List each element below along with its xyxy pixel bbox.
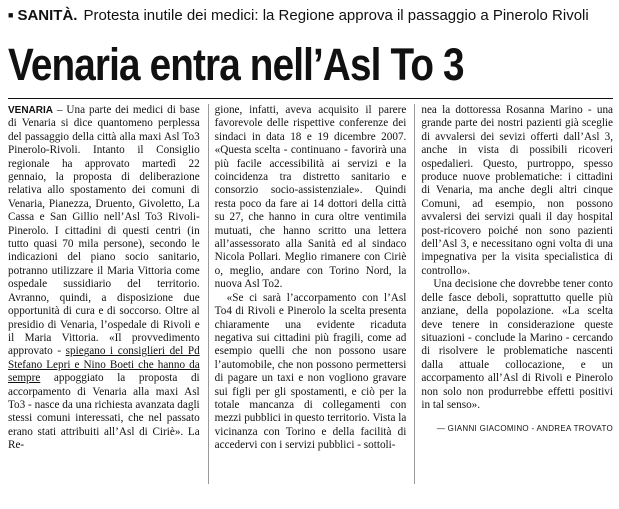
kicker-line bbox=[8, 6, 613, 25]
column-2 bbox=[208, 104, 407, 484]
column-3-paragraph-1: nea la dottoressa Rosanna Marino - una grande parte dei nostri pazienti già sceglie di avvalersi dei sevizi offerti dall’Asl 3, anche in vista di possibili ricoveri ospedalieri. Questo, purtroppo, spesso produce nuove problematiche: i cittadini di Venaria, ma anche degli altri cinque Comuni, ad esempio, non possono avvalersi dei servizi quali il day hospital post-ricovero poiché non sono pazienti dell’Asl 3, e necessitano ogni volta di una impegnativa per la visita specialistica di controllo». bbox=[421, 104, 614, 277]
section-label: SANITÀ. bbox=[17, 7, 78, 24]
kicker-text: Protesta inutile dei medici: la Regione approva il passaggio a Pinerolo Rivoli bbox=[83, 7, 589, 24]
article-body bbox=[8, 104, 613, 484]
column-3 bbox=[414, 104, 613, 484]
square-bullet-icon: ■ bbox=[8, 10, 14, 20]
headline: Venaria entra nell’Asl To 3 bbox=[8, 39, 464, 90]
column-1 bbox=[8, 104, 200, 484]
column-3-paragraph-2: Una decisione che dovrebbe tener conto delle fasce deboli, soprattutto quelle più anziane, della popolazione. «La scelta deve tenere in considerazione queste situazioni - conclude la Marino - cercando di risolvere le problematiche nascenti dalla attuale collocazione, e un accorpamento all’Asl di Rivoli e Pinerolo non solo non produrrebbe effetti positivi in tal senso». bbox=[421, 278, 614, 411]
column-1-text-end: appoggiato la proposta di accorpamento di Venaria alla maxi Asl To3 - nasce da una richiesta avanzata dagli stessi comuni interessati, che nel passato erano stati attribuiti all’Asl di Ciriè». La Re- bbox=[8, 372, 200, 452]
column-2-paragraph-2: «Se ci sarà l’accorpamento con l’Asl To4 di Rivoli e Pinerolo la scelta presenta chiaramente una evidente ricaduta negativa sui cittadini più fragili, come ad esempio quelli che non possono usare l’automobile, che non possono permettersi di pagare un taxi e non vogliono gravare sui figli per gli spostamenti, e ciò per la totale mancanza di collegamenti con mezzi pubblici in questo territorio. Vista la vicinanza con Torino e della facilità di accedervi con i servizi pubblici - sottoli- bbox=[214, 291, 407, 452]
column-1-underlined-text: spiegano i consiglieri del Pd Stefano Lepri e Nino Boeti che hanno da sempre bbox=[8, 345, 200, 385]
dateline: VENARIA bbox=[8, 105, 54, 116]
column-1-text: – Una parte dei medici di base di Venaria si dice quantomeno perplessa del passaggio della città alla maxi Asl To3 Pinerolo-Rivoli. Intanto il Consiglio regionale ha approvato martedì 22 gennaio, la proposta di deliberazione relativa allo spostamento dei comuni di Venaria, Pianezza, Druento, Givoletto, La Cassa e San Gillio nell’Asl To3 Rivoli-Pinerolo. I cittadini di questi centri (in tutto quasi 70 mila persone), secondo le indicazioni del piano socio sanitario, potranno utilizzare il Maria Vittoria come ospedale sussidiario del territorio. Avranno, quindi, a disposizione due opportunità di cura e di soccorso. Oltre al presidio di Venaria, l’ospedale di Rivoli e il Maria Vittoria. «Il provvedimento approvato - bbox=[8, 104, 200, 358]
column-2-paragraph-1: gione, infatti, aveva acquisito il parere favorevole delle rispettive conferenze dei sindaci in data 18 e 19 dicembre 2007. «Questa scelta - continuano - favorirà una più facile accessibilità ai servizi e la coincidenza tra distretto sanitario e consorzio socio-assistenziale». Quindi resta poco da fare ai 14 dottori della città su 27, che hanno in cura oltre ventimila mutuati, che hanno scritto una lettera all’assessorato alla Sanità ed al sindaco Nicola Pollari. Meglio rimanere con Ciriè o, meglio, andare con Torino Nord, la nuova Asl To2. bbox=[214, 104, 407, 291]
headline-divider bbox=[8, 98, 613, 99]
byline: — GIANNI GIACOMINO - ANDREA TROVATO bbox=[436, 424, 614, 434]
